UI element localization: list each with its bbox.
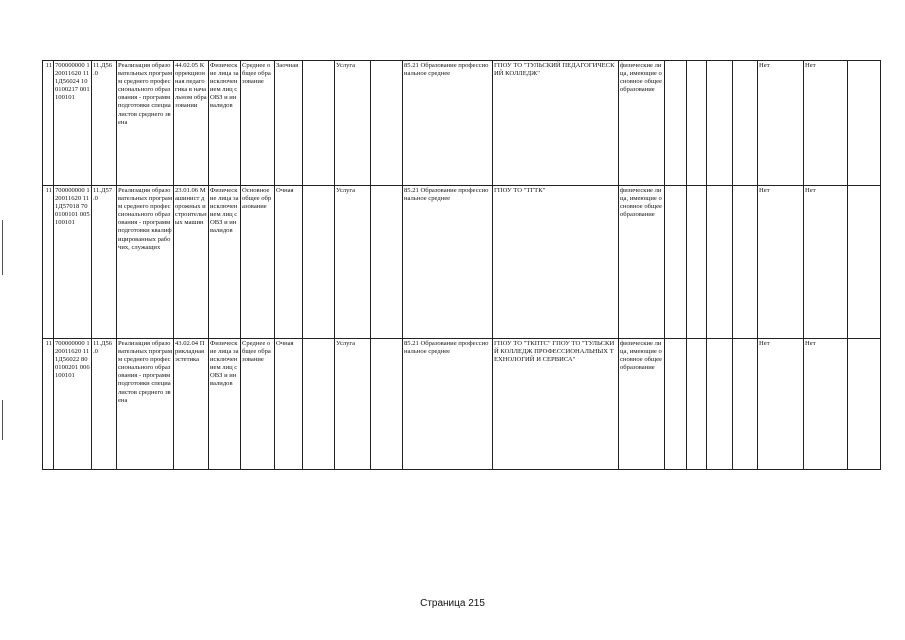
specialty-cell: 23.01.06 Машинист дорожных и строительных машин bbox=[174, 186, 209, 339]
row-number-cell: 11 bbox=[43, 186, 54, 339]
empty-cell bbox=[303, 339, 335, 470]
registry-code-cell: 700000000 120011620 111Д57018 700100101 005100101 bbox=[54, 186, 92, 339]
empty-cell bbox=[848, 61, 881, 186]
empty-cell bbox=[303, 186, 335, 339]
paid-flag-cell: Нет bbox=[758, 186, 804, 339]
empty-cell bbox=[665, 186, 687, 339]
service-type-cell: Услуга bbox=[335, 186, 371, 339]
service-name-cell: Реализация образовательных программ среднего профессионального образования - программ подготовки специалистов среднего звена bbox=[117, 61, 174, 186]
study-form-cell: Очная bbox=[275, 186, 303, 339]
row-number-cell: 11 bbox=[43, 61, 54, 186]
scan-margin-line bbox=[2, 220, 3, 275]
empty-cell bbox=[733, 61, 758, 186]
empty-cell bbox=[707, 61, 733, 186]
organization-cell: ГПОУ ТО "ТКПТС" ГПОУ ТО "ТУЛЬСКИЙ КОЛЛЕДЖ ПРОФЕССИОНАЛЬНЫХ ТЕХНОЛОГИЙ И СЕРВИСА" bbox=[493, 339, 619, 470]
service-code-cell: 11.Д56 .0 bbox=[92, 339, 117, 470]
study-form-cell: Очная bbox=[275, 339, 303, 470]
organization-cell: ГПОУ ТО "ТУЛЬСКИЙ ПЕДАГОГИЧЕСКИЙ КОЛЛЕДЖ" bbox=[493, 61, 619, 186]
empty-cell bbox=[665, 61, 687, 186]
table-row bbox=[43, 186, 881, 339]
empty-cell bbox=[733, 339, 758, 470]
organization-cell: ГПОУ ТО "ТГТК" bbox=[493, 186, 619, 339]
consumers-cell: физические лица, имеющие основное общее образование bbox=[619, 186, 665, 339]
service-name-cell: Реализация образовательных программ среднего профессионального образования - программ подготовки квалифицированных рабочих, служащих bbox=[117, 186, 174, 339]
empty-cell bbox=[303, 61, 335, 186]
empty-cell bbox=[371, 339, 403, 470]
empty-cell bbox=[848, 186, 881, 339]
row-number-cell: 11 bbox=[43, 339, 54, 470]
empty-cell bbox=[848, 339, 881, 470]
empty-cell bbox=[371, 186, 403, 339]
consumers-cell: физические лица, имеющие основное общее образование bbox=[619, 339, 665, 470]
consumer-category-cell: Физические лица за исключением лиц с ОВЗ и инвалидов bbox=[209, 61, 241, 186]
empty-cell bbox=[707, 186, 733, 339]
empty-cell bbox=[687, 61, 707, 186]
scan-margin-line bbox=[2, 400, 3, 440]
specialty-cell: 43.02.04 Прикладная эстетика bbox=[174, 339, 209, 470]
fee-flag-cell: Нет bbox=[804, 61, 848, 186]
specialty-cell: 44.02.05 Коррекционная педагогика в начальном образовании bbox=[174, 61, 209, 186]
service-type-cell: Услуга bbox=[335, 339, 371, 470]
empty-cell bbox=[687, 339, 707, 470]
consumer-category-cell: Физические лица за исключением лиц с ОВЗ и инвалидов bbox=[209, 186, 241, 339]
education-base-cell: Среднее общее образование bbox=[241, 61, 275, 186]
services-register-table bbox=[42, 60, 881, 470]
fee-flag-cell: Нет bbox=[804, 339, 848, 470]
okved-cell: 85.21 Образование профессиональное среднее bbox=[403, 61, 493, 186]
table-row bbox=[43, 339, 881, 470]
service-code-cell: 11.Д56 .0 bbox=[92, 61, 117, 186]
empty-cell bbox=[371, 61, 403, 186]
table-row bbox=[43, 61, 881, 186]
fee-flag-cell: Нет bbox=[804, 186, 848, 339]
paid-flag-cell: Нет bbox=[758, 61, 804, 186]
paid-flag-cell: Нет bbox=[758, 339, 804, 470]
registry-code-cell: 700000000 120011620 111Д56024 100100217 001100101 bbox=[54, 61, 92, 186]
education-base-cell: Среднее общее образование bbox=[241, 339, 275, 470]
okved-cell: 85.21 Образование профессиональное среднее bbox=[403, 186, 493, 339]
consumers-cell: физические лица, имеющие основное общее образование bbox=[619, 61, 665, 186]
consumer-category-cell: Физические лица за исключением лиц с ОВЗ и инвалидов bbox=[209, 339, 241, 470]
empty-cell bbox=[733, 186, 758, 339]
page-number: Страница 215 bbox=[420, 598, 485, 609]
service-type-cell: Услуга bbox=[335, 61, 371, 186]
empty-cell bbox=[687, 186, 707, 339]
service-code-cell: 11.Д57 .0 bbox=[92, 186, 117, 339]
registry-code-cell: 700000000 120011620 111Д56022 800100201 006100101 bbox=[54, 339, 92, 470]
okved-cell: 85.21 Образование профессиональное среднее bbox=[403, 339, 493, 470]
education-base-cell: Основное общее образование bbox=[241, 186, 275, 339]
study-form-cell: Заочная bbox=[275, 61, 303, 186]
empty-cell bbox=[665, 339, 687, 470]
empty-cell bbox=[707, 339, 733, 470]
service-name-cell: Реализация образовательных программ среднего профессионального образования - программ подготовки специалистов среднего звена bbox=[117, 339, 174, 470]
